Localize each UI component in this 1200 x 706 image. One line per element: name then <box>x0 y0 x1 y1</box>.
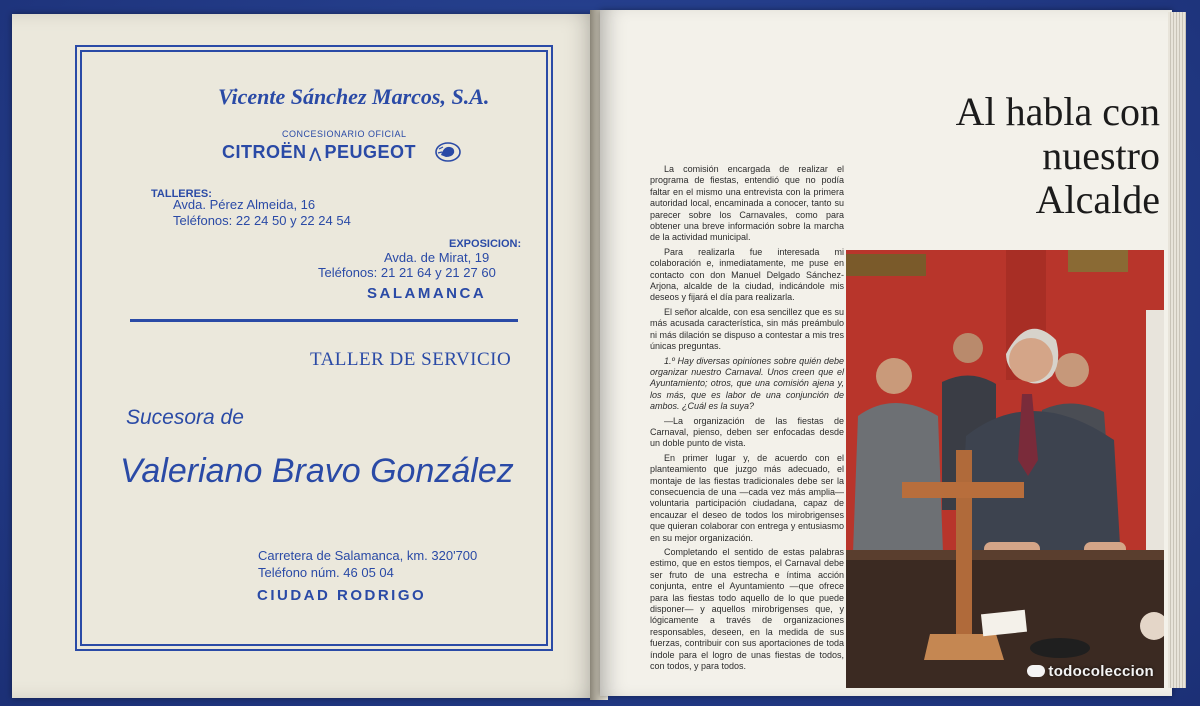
article-headline <box>956 90 1160 222</box>
todocoleccion-logo-icon <box>1027 665 1045 677</box>
article-body <box>650 164 844 675</box>
divider-line <box>130 319 518 322</box>
brand-logos <box>222 142 416 163</box>
interview-answer: Completando el sentido de estas palabras estimo, que en estos tiempos, el Carnaval debe ser fruto de una estrecha e íntima acción conjunta, entre el Ayuntamiento —que ofrece para las fiestas todo aquello de lo que puede disponer— y aquellos mirobrigenses que, y lógicamente a través de organizaciones responsables, deseen, en la medida de sus fuerzas, contribuir con sus aportaciones de toda índole para el logro de unas fiestas de todos, con todos, y para todos. <box>650 547 844 672</box>
headline-line-1: Al habla con <box>955 89 1160 134</box>
city-ciudad-rodrigo: CIUDAD RODRIGO <box>257 587 427 604</box>
service-heading: TALLER DE SERVICIO <box>310 349 512 370</box>
interview-answer: —La organización de las fiestas de Carnaval, pienso, deben ser enfocadas desde un doble punto de vista. <box>650 415 844 449</box>
talleres-heading: TALLERES: <box>151 188 212 200</box>
exposicion-address: Avda. de Mirat, 19 <box>384 250 490 265</box>
chevron-icon: ⋀ <box>309 145 322 161</box>
interview-answer: En primer lugar y, de acuerdo con el planteamiento que juzgo más adecuado, el montaje de las fiestas tradicionales debe ser la consecuencia de una —cada vez más amplia— voluntaria participación ciudadana, capaz de encauzar el deseo de todos los mirobrigenses que quieran colaborar con entrega y entusiasmo en su mejor organización. <box>650 452 844 543</box>
citroen-label: CITROËN <box>222 142 307 162</box>
headline-line-2: nuestro <box>1042 133 1160 178</box>
concession-label: CONCESIONARIO OFICIAL <box>282 129 407 139</box>
interview-question: 1.º Hay diversas opiniones sobre quién debe organizar nuestro Carnaval. Unos creen que el Ayuntamiento; otros, que una comisión ajena y, los más, que es labor de una conjunción de ambos. ¿Cuál es la suya? <box>650 355 844 412</box>
exposicion-phones: Teléfonos: 21 21 64 y 21 27 60 <box>318 265 496 280</box>
city-salamanca: SALAMANCA <box>367 285 487 302</box>
article-paragraph: Para realizarla fue interesada mi colaboración e, inmediatamente, me puse en contacto con don Manuel Delgado Sánchez-Arjona, alcalde de la ciudad, indicándole mis deseos y fijará el día para realizarla. <box>650 246 844 303</box>
peugeot-lion-icon <box>434 141 462 163</box>
talleres-phones: Teléfonos: 22 24 50 y 22 24 54 <box>173 213 351 228</box>
company-name: Vicente Sánchez Marcos, S.A. <box>218 84 490 109</box>
watermark <box>1027 663 1154 680</box>
successor-label: Sucesora de <box>126 406 244 429</box>
exposicion-heading: EXPOSICION: <box>449 238 522 250</box>
peugeot-label: PEUGEOT <box>324 142 416 162</box>
successor-name: Valeriano Bravo González <box>120 452 514 490</box>
article-paragraph: El señor alcalde, con esa sencillez que es su más acusada característica, sin más preámbulo ni más dilación se dispuso a contestar a mis tres únicas preguntas. <box>650 306 844 352</box>
photo-illustration <box>846 250 1164 688</box>
article-paragraph: La comisión encargada de realizar el programa de fiestas, entendió que no podía faltar en el mismo una entrevista con la primera autoridad local, encaminada a conocer, tanto su parecer sobre los Carnavales, como para obtener una breve información sobre la marcha de la actividad municipal. <box>650 164 844 243</box>
headline-line-3: Alcalde <box>1035 177 1160 222</box>
mayor-photo <box>846 250 1164 688</box>
phone-ciudad-rodrigo: Teléfono núm. 46 05 04 <box>258 565 394 580</box>
talleres-address: Avda. Pérez Almeida, 16 <box>173 197 316 212</box>
page-stack-edge <box>1168 12 1186 688</box>
watermark-text: todocoleccion <box>1048 663 1154 680</box>
address-carretera: Carretera de Salamanca, km. 320'700 <box>258 548 478 563</box>
